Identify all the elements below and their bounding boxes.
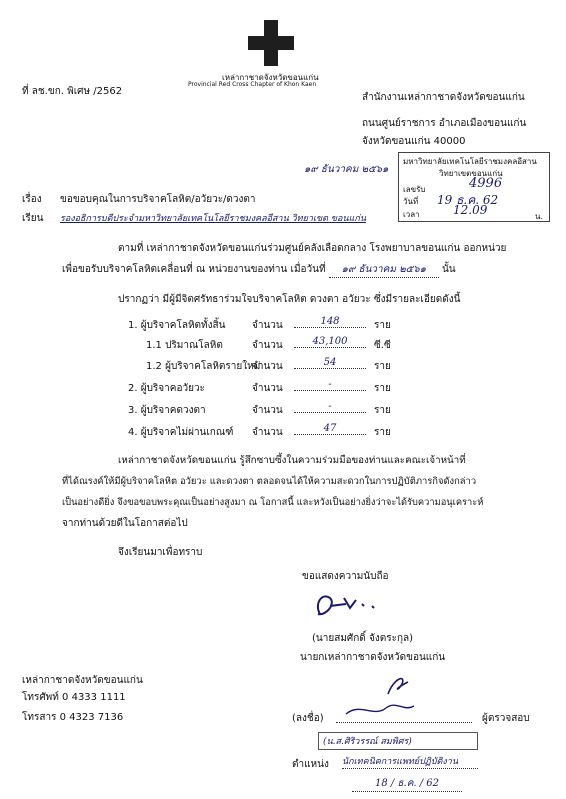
closing-request: จึงเรียนมาเพื่อทราบ bbox=[118, 547, 203, 558]
para1-line2-text: เพื่อขอรับบริจาคโลหิตเคลื่อนที่ ณ หน่วยงานของท่าน เมื่อวันที่ bbox=[62, 264, 326, 275]
stat-value: 148 bbox=[294, 316, 366, 328]
stat-label: 1. ผู้บริจาคโลหิตทั้งสิ้น bbox=[128, 320, 226, 331]
sign-line bbox=[336, 722, 472, 723]
stat-qty-label: จำนวน bbox=[252, 383, 283, 394]
stat-label: 1.2 ผู้บริจาคโลหิตรายใหม่ bbox=[146, 361, 261, 372]
subject-text: ขอขอบคุณในการบริจาคโลหิต/อวัยวะ/ดวงตา bbox=[60, 194, 256, 205]
footer-fax: โทรสาร 0 4323 7136 bbox=[22, 712, 124, 723]
stamp-date-value: 19 ธ.ค. 62 bbox=[437, 193, 499, 207]
stat-unit: ราย bbox=[374, 361, 391, 372]
para2: ปรากฏว่า มีผู้มีจิตศรัทธาร่วมใจบริจาคโลหิต ดวงตา อวัยวะ ซึ่งมีรายละเอียดดังนี้ bbox=[118, 294, 461, 305]
address-line-3: จังหวัดขอนแก่น 40000 bbox=[362, 136, 466, 147]
stat-value: - bbox=[294, 401, 366, 413]
position-label: ตำแหน่ง bbox=[292, 759, 329, 770]
checker-signature bbox=[340, 696, 420, 722]
verify-date: 18 / ธ.ค. / 62 bbox=[352, 776, 462, 792]
stat-qty-label: จำนวน bbox=[252, 340, 283, 351]
stat-label: 2. ผู้บริจาคอวัยวะ bbox=[128, 383, 205, 394]
stamp-no-value: 4996 bbox=[469, 176, 503, 191]
stamp-date-label: วันที่ bbox=[403, 197, 419, 206]
stat-qty-label: จำนวน bbox=[252, 427, 283, 438]
letter-date: ๑๙ ธันวาคม ๒๕๖๑ bbox=[304, 164, 389, 175]
stat-qty-label: จำนวน bbox=[252, 405, 283, 416]
stamp-time-label: เวลา bbox=[403, 210, 420, 219]
stat-value: 47 bbox=[294, 423, 366, 435]
sign-label: (ลงชื่อ) bbox=[292, 713, 324, 724]
para3-line3: เป็นอย่างดียิ่ง จึงขอขอบพระคุณเป็นอย่างสูงมา ณ โอกาสนี้ และหวังเป็นอย่างยิ่งว่าจะได้รับความอนุเคราะห์ bbox=[62, 497, 484, 508]
stamp-org: มหาวิทยาลัยเทคโนโลยีราชมงคลอีสาน bbox=[403, 157, 537, 166]
stat-value: - bbox=[294, 379, 366, 391]
signer-name: (นายสมศักดิ์ จังตระกุล) bbox=[312, 633, 414, 644]
stat-unit: ราย bbox=[374, 427, 391, 438]
footer-org: เหล่ากาชาดจังหวัดขอนแก่น bbox=[22, 675, 143, 686]
signer-title: นายกเหล่ากาชาดจังหวัดขอนแก่น bbox=[300, 652, 446, 663]
checker-name: (น.ส.ศิริวรรณ์ สมพิศร) bbox=[318, 732, 478, 750]
subject-label: เรื่อง bbox=[22, 194, 42, 205]
para1-line1: ตามที่ เหล่ากาชาดจังหวัดขอนแก่นร่วมศูนย์คลังเลือดกลาง โรงพยาบาลขอนแก่น ออกหน่วย bbox=[118, 243, 507, 254]
org-name-en: Provincial Red Cross Chapter of Khon Kaen bbox=[188, 81, 317, 88]
reference-number: ที่ ลช.ขก. พิเศษ /2562 bbox=[22, 86, 123, 97]
stat-unit: ราย bbox=[374, 405, 391, 416]
para3-line1: เหล่ากาชาดจังหวัดขอนแก่น รู้สึกซาบซึ้งในความร่วมมือของท่านและคณะเจ้าหน้าที่ bbox=[118, 455, 466, 466]
para3-line4: จากท่านด้วยดีในโอกาสต่อไป bbox=[62, 518, 188, 529]
para1-line2-end: นั้น bbox=[441, 264, 456, 275]
stat-qty-label: จำนวน bbox=[252, 320, 283, 331]
stat-qty-label: จำนวน bbox=[252, 361, 283, 372]
stat-label: 4. ผู้บริจาคไม่ผ่านเกณฑ์ bbox=[128, 427, 234, 438]
stamp-no-label: เลขรับ bbox=[403, 185, 426, 194]
signature bbox=[300, 584, 390, 622]
stamp-time-value: 12.09 bbox=[453, 203, 488, 217]
stat-value: 54 bbox=[294, 357, 366, 369]
position-value: นักเทคนิคการแพทย์ปฏิบัติงาน bbox=[342, 754, 478, 769]
stat-unit: ซี.ซี bbox=[374, 340, 391, 351]
to-recipient: รองอธิการบดีประจำมหาวิทยาลัยเทคโนโลยีราชมงคลอีสาน วิทยาเขต ขอนแก่น bbox=[60, 214, 366, 224]
receipt-stamp bbox=[398, 152, 550, 222]
checker-label: ผู้ตรวจสอบ bbox=[482, 713, 530, 724]
org-name-th: เหล่ากาชาดจังหวัดขอนแก่น bbox=[222, 73, 319, 82]
to-label: เรียน bbox=[22, 213, 44, 224]
stamp-time-unit: น. bbox=[535, 212, 544, 221]
stat-unit: ราย bbox=[374, 320, 391, 331]
address-line-1: สำนักงานเหล่ากาชาดจังหวัดขอนแก่น bbox=[362, 92, 525, 103]
address-line-2: ถนนศูนย์ราชการ อำเภอเมืองขอนแก่น bbox=[362, 118, 527, 129]
para1-date: ๑๙ ธันวาคม ๒๕๖๑ bbox=[329, 262, 439, 278]
footer-phone: โทรศัพท์ 0 4333 1111 bbox=[22, 692, 126, 703]
stamp-campus: วิทยาเขตขอนแก่น bbox=[439, 169, 503, 178]
stat-value: 43,100 bbox=[294, 336, 366, 348]
para1-line2 bbox=[62, 262, 456, 278]
regards: ขอแสดงความนับถือ bbox=[302, 571, 389, 582]
stat-label: 3. ผู้บริจาคดวงตา bbox=[128, 405, 206, 416]
stat-unit: ราย bbox=[374, 383, 391, 394]
checker-initial bbox=[380, 672, 420, 698]
stat-label: 1.1 ปริมาณโลหิต bbox=[146, 340, 223, 351]
para3-line2: ที่ได้ณรงค์ให้มีผู้บริจาคโลหิต อวัยวะ และดวงตา ตลอดจนได้ให้ความสะดวกในการปฏิบัติภารกิจดังกล่าว bbox=[62, 476, 477, 487]
